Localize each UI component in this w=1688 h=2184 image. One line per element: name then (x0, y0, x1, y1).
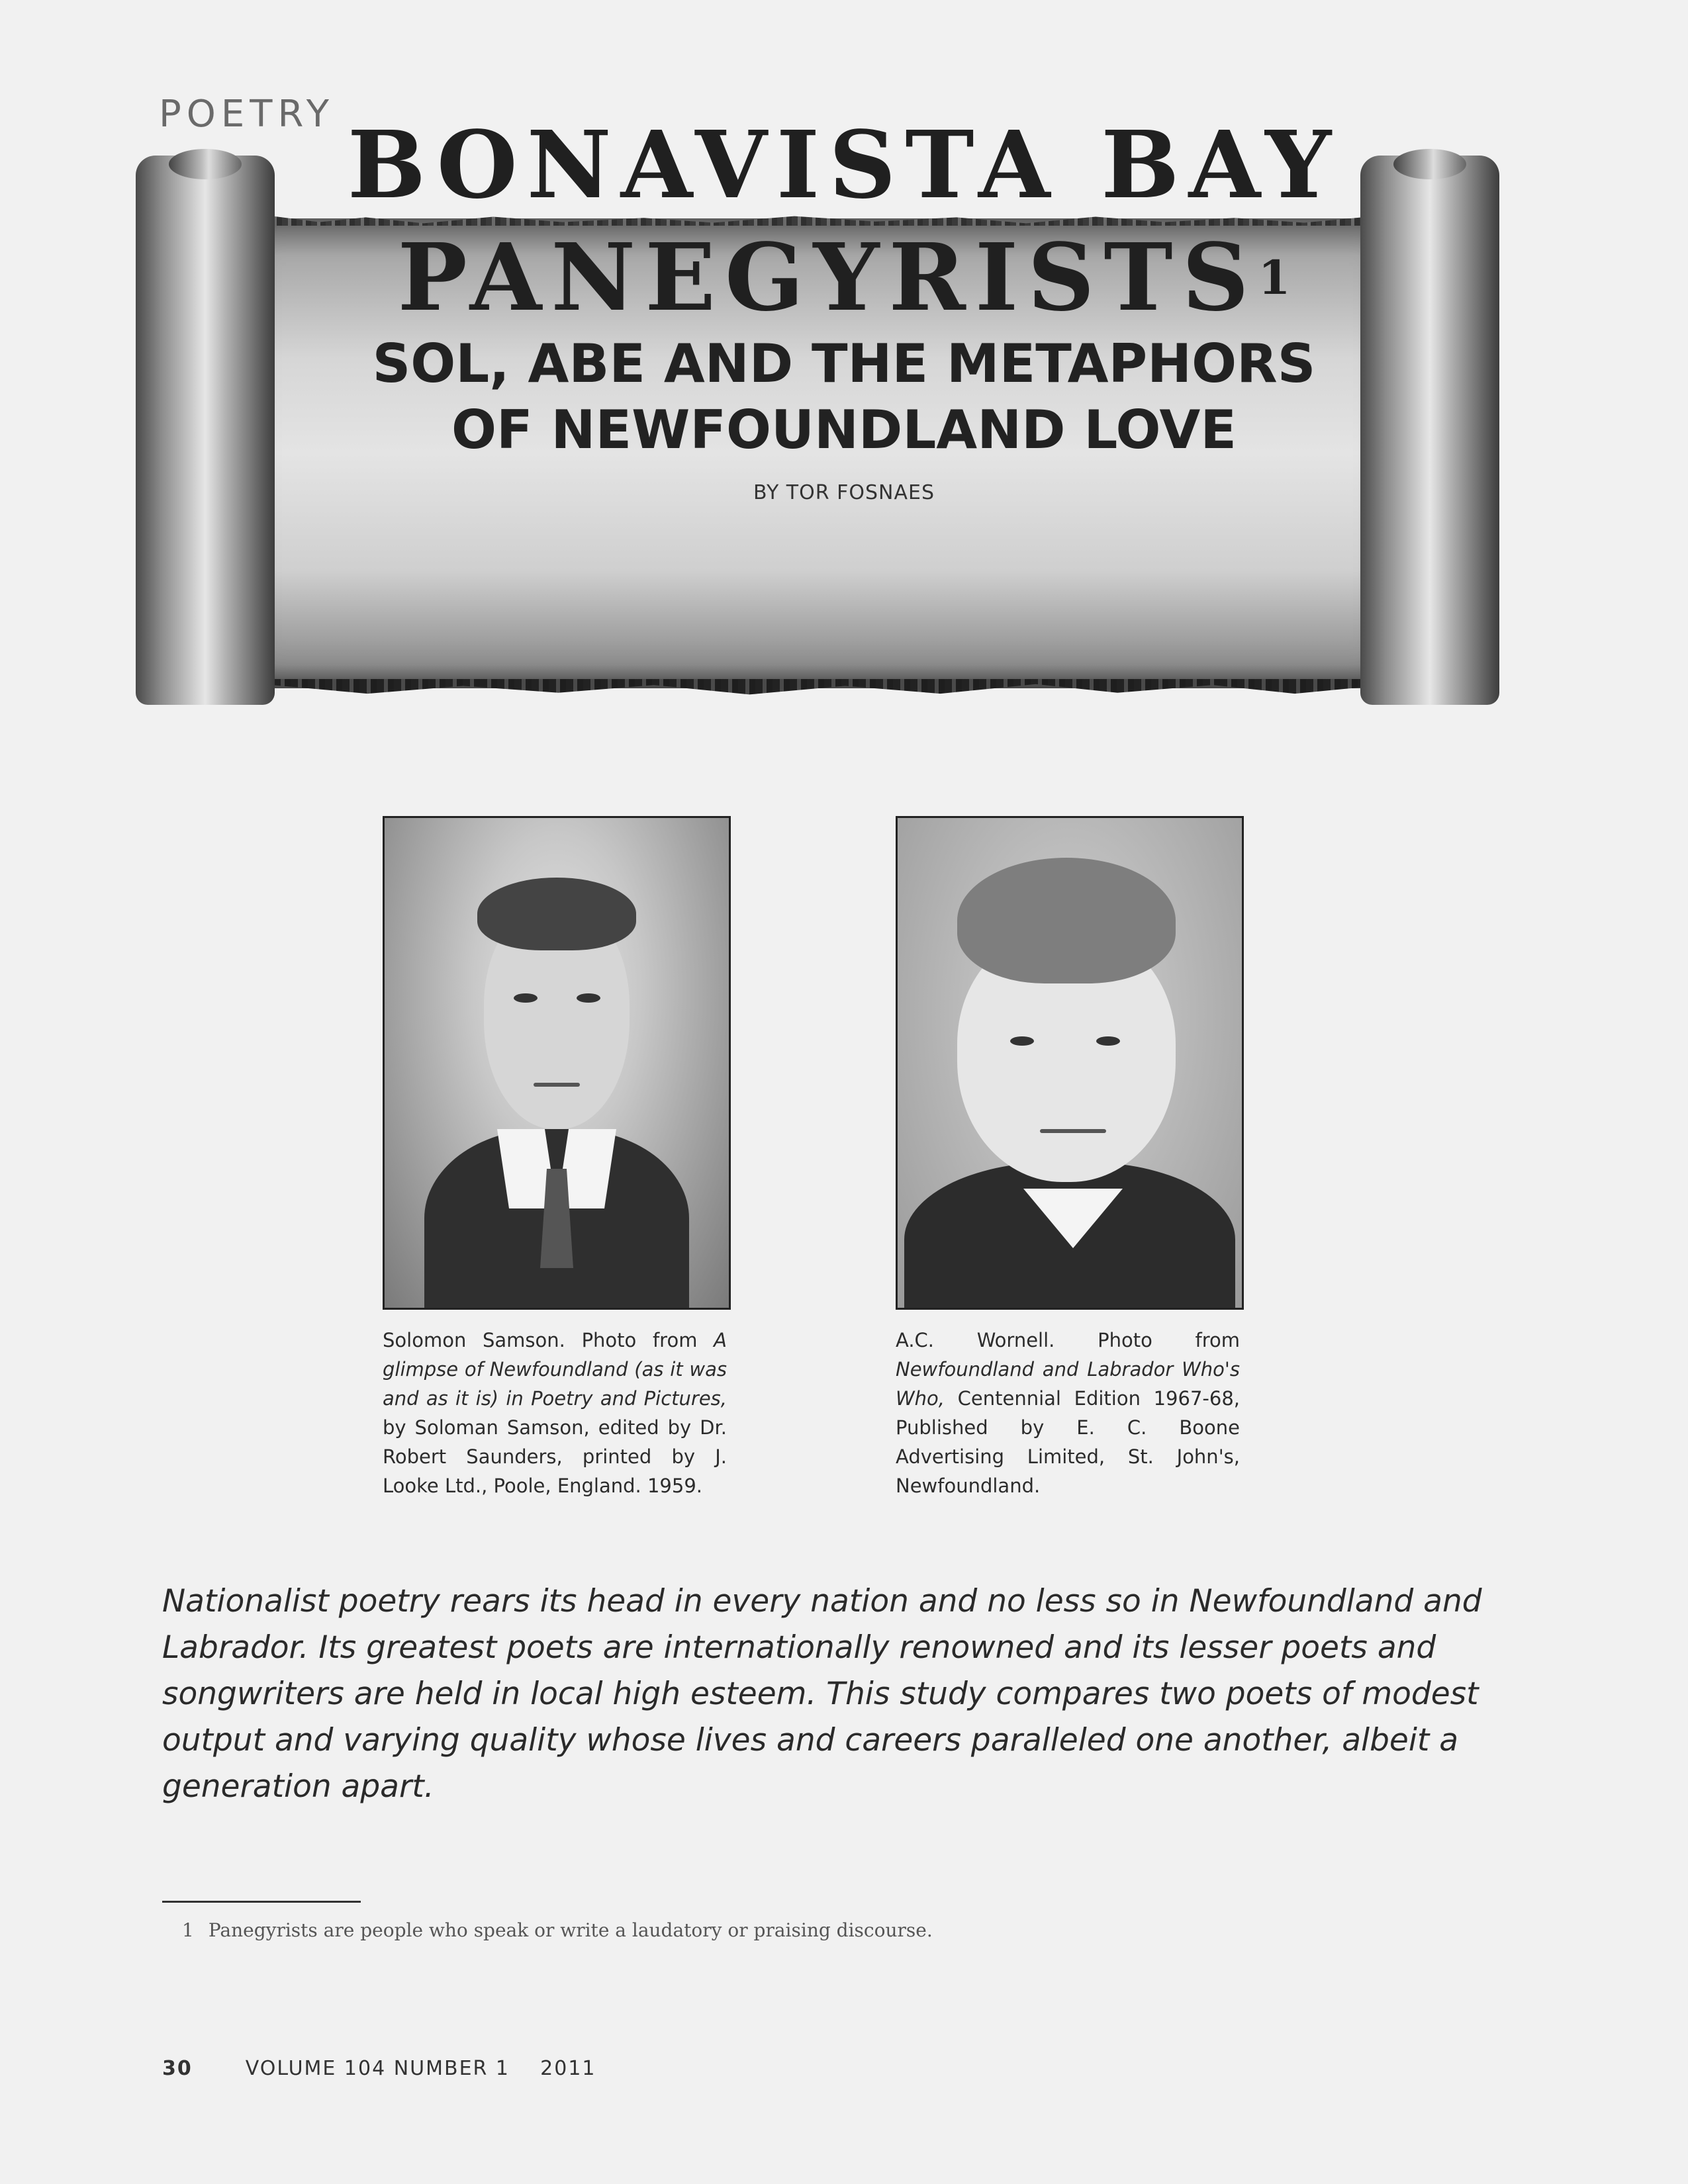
article-title (179, 109, 1509, 334)
caption-book-title: Newfoundland and Labrador Who's Who, (896, 1358, 1240, 1410)
page-folio (162, 2057, 596, 2080)
footnote-text: Panegyrists are people who speak or write a laudatory or praising discourse. (208, 1919, 933, 1941)
caption-text: by Soloman Samson, edited by Dr. Robert Saunders, printed by J. Looke Ltd., Poole, England. 1959. (383, 1416, 727, 1497)
subtitle-line-1: SOL, ABE AND THE METAPHORS (372, 333, 1316, 394)
subtitle-line-2: OF NEWFOUNDLAND LOVE (451, 399, 1237, 461)
section-label: POETRY (159, 93, 334, 136)
title-line-1: BONAVISTA BAY (347, 111, 1341, 220)
article-subtitle (179, 331, 1509, 463)
byline: BY TOR FOSNAES (753, 481, 935, 504)
issue-year: 2011 (540, 2057, 596, 2080)
photo-caption-1 (383, 1326, 727, 1500)
page-number: 30 (162, 2057, 193, 2080)
photo-caption-2 (896, 1326, 1240, 1500)
title-line-2: PANEGYRISTS (397, 224, 1258, 332)
portrait-photo-solomon-samson (383, 816, 731, 1310)
caption-text: Solomon Samson. Photo from (383, 1329, 714, 1351)
caption-text: A.C. Wornell. Photo from (896, 1329, 1240, 1351)
scroll-torn-edge-bottom (136, 679, 1499, 696)
caption-text: Centennial Edition 1967-68, Published by E. C. Boone Advertising Limited, St. John's, Newfoundland. (896, 1387, 1240, 1497)
portrait-photo-ac-wornell (896, 816, 1244, 1310)
issue-info: VOLUME 104 NUMBER 1 (245, 2057, 510, 2080)
article-lede: Nationalist poetry rears its head in every nation and no less so in Newfoundland and Labrador. Its greatest poets are internationally renowned and its lesser poets and songwriters are held in local high esteem. This study compares two poets of modest output and varying quality whose lives and careers paralleled one another, albeit a generation apart. (162, 1583, 1482, 1805)
footnote-divider (162, 1901, 361, 1903)
footnote-number: 1 (182, 1919, 194, 1941)
footnote (182, 1919, 947, 1941)
caption-book-title: A glimpse of Newfoundland (as it was and as it is) in Poetry and Pictures, (383, 1329, 727, 1410)
title-footnote-ref: 1 (1258, 250, 1291, 305)
